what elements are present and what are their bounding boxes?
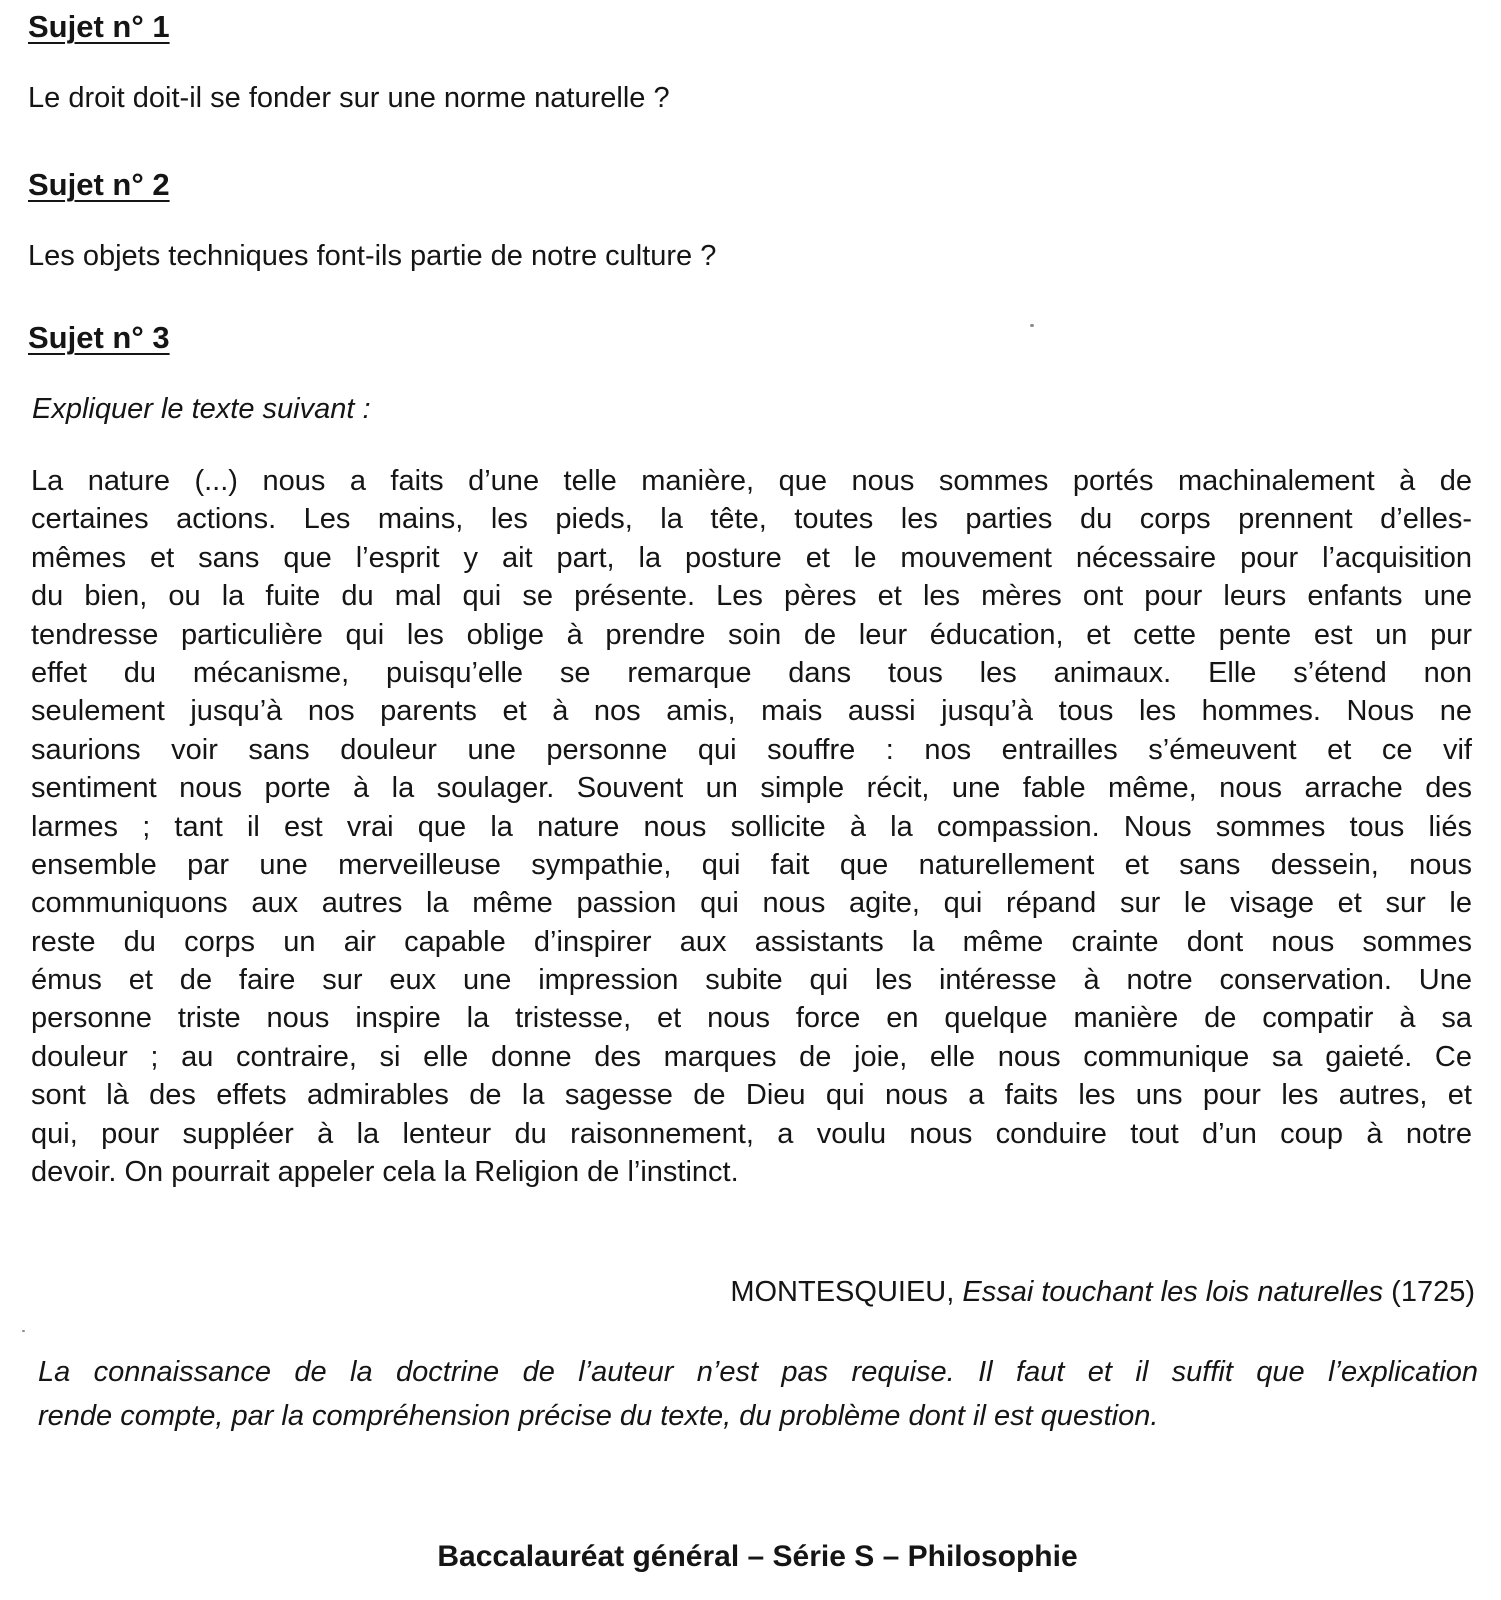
passage-line: douleur ; au contraire, si elle donne des marques de joie, elle nous communique sa gaieté. Ce xyxy=(31,1040,1472,1073)
passage-line: effet du mécanisme, puisqu’elle se remarque dans tous les animaux. Elle s’étend non xyxy=(31,656,1472,689)
citation xyxy=(730,1276,1475,1309)
passage-line: ensemble par une merveilleuse sympathie, qui fait que naturellement et sans dessein, nous xyxy=(31,848,1472,881)
passage-line: sont là des effets admirables de la sagesse de Dieu qui nous a faits les uns pour les autres, et xyxy=(31,1079,1472,1112)
passage-line: qui, pour suppléer à la lenteur du raisonnement, a voulu nous conduire tout d’un coup à notre xyxy=(31,1117,1472,1150)
citation-author: MONTESQUIEU, xyxy=(730,1276,955,1308)
passage-line: sentiment nous porte à la soulager. Souvent un simple récit, une fable même, nous arrache des xyxy=(31,772,1472,805)
note-line: La connaissance de la doctrine de l’auteur n’est pas requise. Il faut et il suffit que l’explication xyxy=(38,1356,1478,1388)
text-passage xyxy=(31,462,1472,1191)
passage-line: mêmes et sans que l’esprit y ait part, la posture et le mouvement nécessaire pour l’acquisition xyxy=(31,541,1472,574)
scan-speck xyxy=(1030,324,1034,327)
note-line: rende compte, par la compréhension précise du texte, du problème dont il est question. xyxy=(38,1400,1159,1432)
instruction-note xyxy=(38,1350,1478,1438)
passage-line: tendresse particulière qui les oblige à prendre soin de leur éducation, et cette pente est un pur xyxy=(31,618,1472,651)
passage-line: saurions voir sans douleur une personne qui souffre : nos entrailles s’émeuvent et ce vif xyxy=(31,733,1472,766)
scan-speck xyxy=(22,1330,25,1332)
passage-line: La nature (...) nous a faits d’une telle manière, que nous sommes portés machinalement à de xyxy=(31,465,1472,497)
subject-2-question: Les objets techniques font-ils partie de notre culture ? xyxy=(28,240,717,272)
citation-work: Essai touchant les lois naturelles xyxy=(962,1276,1384,1308)
subject-1-question: Le droit doit-il se fonder sur une norme naturelle ? xyxy=(28,82,670,114)
passage-line: reste du corps un air capable d’inspirer aux assistants la même crainte dont nous sommes xyxy=(31,925,1472,958)
citation-year: (1725) xyxy=(1391,1276,1475,1308)
passage-line: larmes ; tant il est vrai que la nature nous sollicite à la compassion. Nous sommes tous liés xyxy=(31,810,1472,843)
subject-1-heading: Sujet n° 1 xyxy=(28,9,170,44)
subject-2-heading: Sujet n° 2 xyxy=(28,167,170,202)
subject-3-heading: Sujet n° 3 xyxy=(28,320,170,355)
passage-line: personne triste nous inspire la tristesse, et nous force en quelque manière de compatir à sa xyxy=(31,1002,1472,1035)
passage-line: émus et de faire sur eux une impression subite qui les intéresse à notre conservation. Une xyxy=(31,964,1472,997)
passage-line: certaines actions. Les mains, les pieds, la tête, toutes les parties du corps prennent d’elles- xyxy=(31,503,1472,536)
passage-line: communiquons aux autres la même passion qui nous agite, qui répand sur le visage et sur le xyxy=(31,887,1472,920)
passage-line: devoir. On pourrait appeler cela la Religion de l’instinct. xyxy=(31,1156,739,1189)
page-footer: Baccalauréat général – Série S – Philosophie xyxy=(437,1540,1078,1573)
subject-3-instruction: Expliquer le texte suivant : xyxy=(32,393,371,425)
passage-line: du bien, ou la fuite du mal qui se présente. Les pères et les mères ont pour leurs enfants une xyxy=(31,580,1472,613)
passage-line: seulement jusqu’à nos parents et à nos amis, mais aussi jusqu’à tous les hommes. Nous ne xyxy=(31,695,1472,728)
